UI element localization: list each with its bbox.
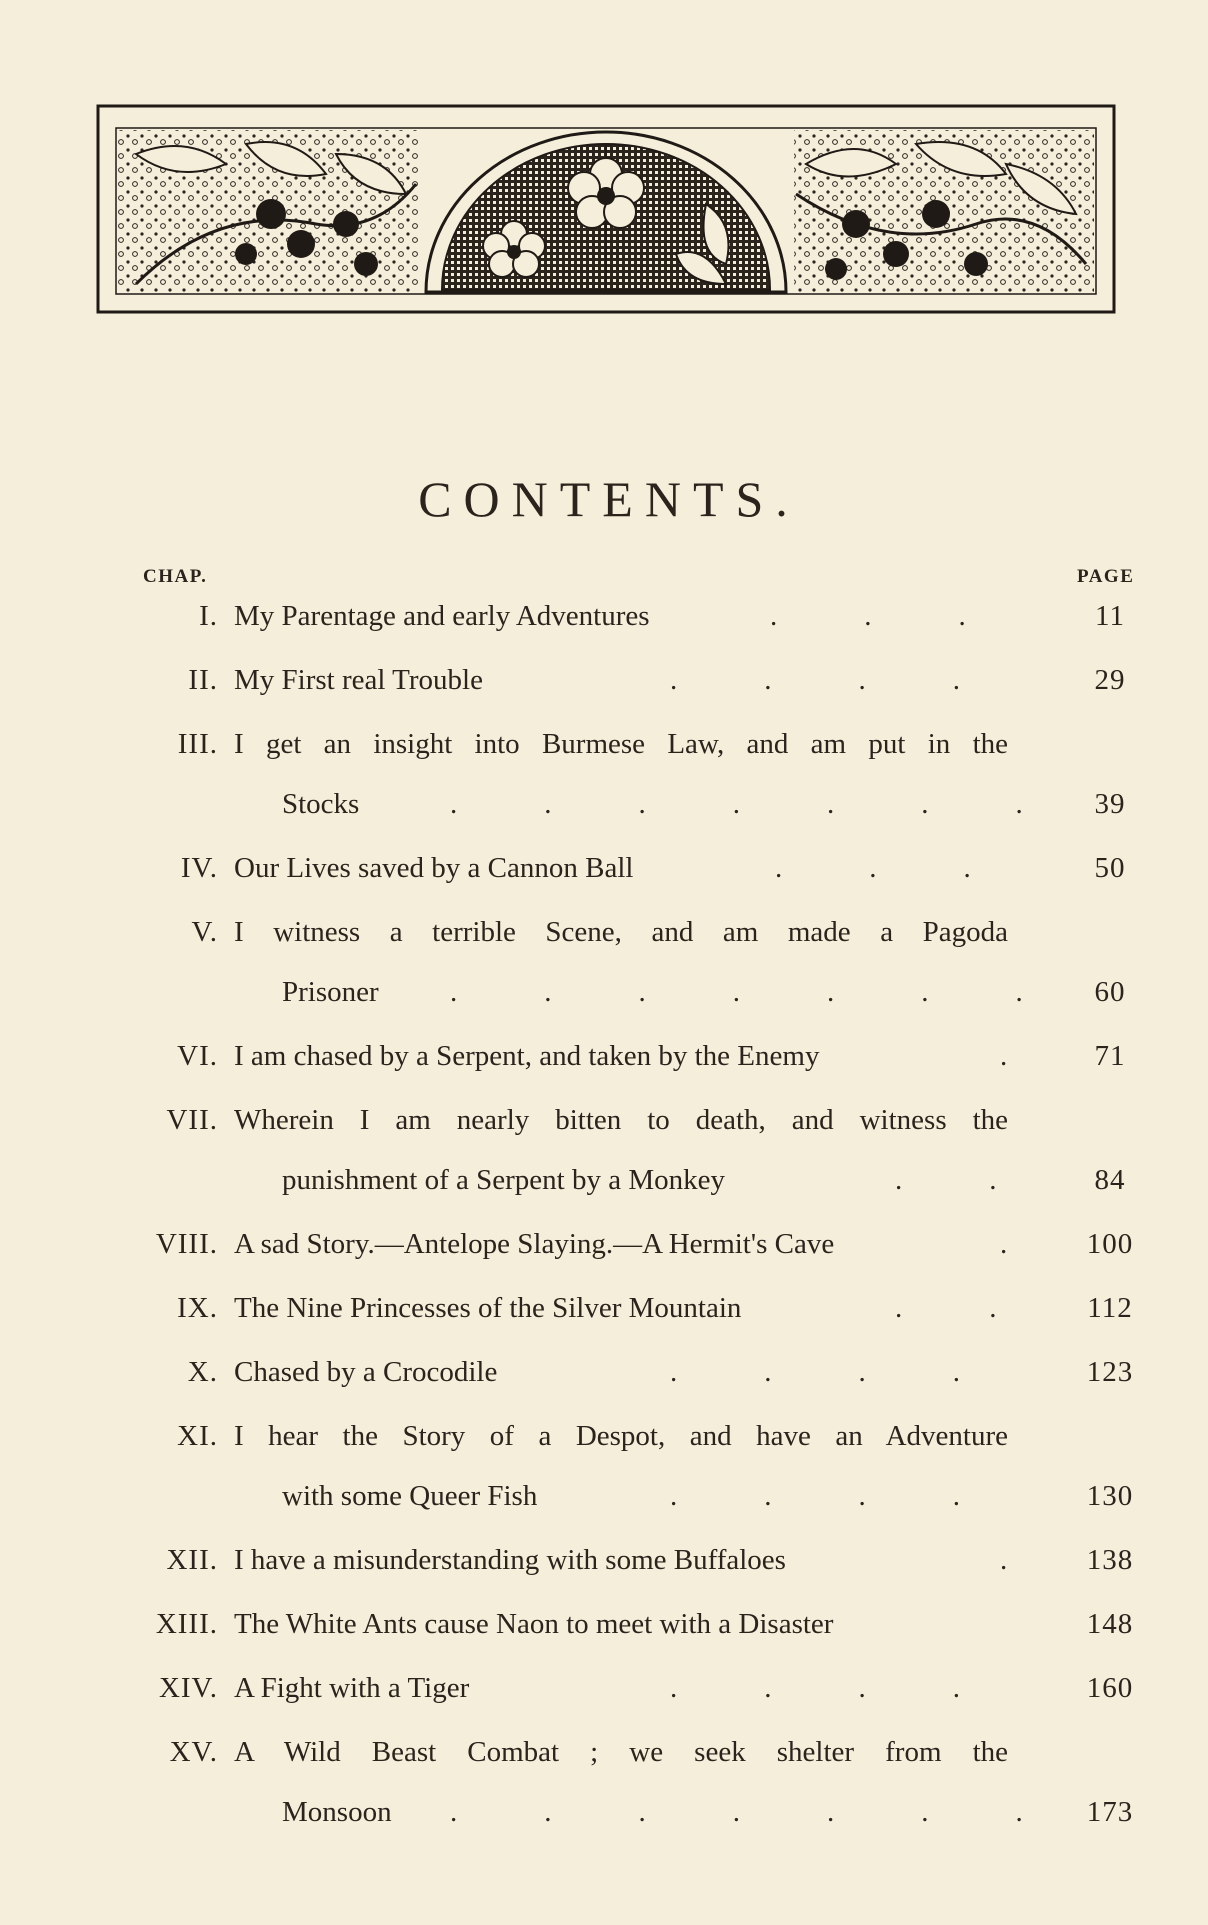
leader-dots: . — [1000, 1228, 1008, 1260]
chapter-title-continued: Monsoon — [282, 1796, 392, 1828]
chapter-title: A sad Story.—Antelope Slaying.—A Hermit's Cave — [234, 1228, 835, 1260]
chapter-title: The Nine Princesses of the Silver Mountain — [234, 1292, 742, 1324]
toc-entry — [0, 728, 1208, 778]
chapter-title: Our Lives saved by a Cannon Ball — [234, 852, 634, 884]
page-number: 123 — [1086, 1356, 1134, 1388]
leader-dots: . . . . — [670, 1672, 960, 1704]
page-number: 29 — [1094, 664, 1126, 696]
chapter-number: V. — [191, 916, 218, 948]
leader-dots: . . . . — [670, 664, 960, 696]
leader-dots: . . . . — [670, 1480, 960, 1512]
leader-dots: . . . . . . . — [450, 1796, 1023, 1828]
chapter-title: The White Ants cause Naon to meet with a Disaster — [234, 1608, 834, 1640]
toc-entry-continuation — [0, 1480, 1208, 1530]
page-number: 100 — [1086, 1228, 1134, 1260]
floral-headpiece-ornament — [96, 104, 1116, 314]
chapter-title: I get an insight into Burmese Law, and am put in the — [234, 728, 1008, 760]
contents-heading: CONTENTS. — [418, 471, 800, 527]
chapter-number: III. — [177, 728, 218, 760]
toc-entry — [0, 1356, 1208, 1406]
page-number: 84 — [1094, 1164, 1126, 1196]
toc-entry-continuation — [0, 1796, 1208, 1846]
toc-entry — [0, 1544, 1208, 1594]
chapter-title: I have a misunderstanding with some Buffaloes — [234, 1544, 786, 1576]
page-number: 148 — [1086, 1608, 1134, 1640]
leader-dots: . . . — [775, 852, 971, 884]
page-column-header: PAGE — [1077, 566, 1135, 587]
toc-entry — [0, 600, 1208, 650]
leader-dots: . . . . — [670, 1356, 960, 1388]
chapter-title: I hear the Story of a Despot, and have an Adventure — [234, 1420, 1008, 1452]
page-number: 130 — [1086, 1480, 1134, 1512]
toc-entry — [0, 852, 1208, 902]
toc-entry — [0, 664, 1208, 714]
chapter-number: VIII. — [155, 1228, 218, 1260]
chap-column-header: CHAP. — [143, 566, 208, 587]
leader-dots: . — [1000, 1040, 1008, 1072]
toc-entry — [0, 1040, 1208, 1090]
page-number: 50 — [1094, 852, 1126, 884]
chapter-title-continued: punishment of a Serpent by a Monkey — [282, 1164, 725, 1196]
toc-entry — [0, 1672, 1208, 1722]
page-number: 60 — [1094, 976, 1126, 1008]
chapter-number: XIV. — [158, 1672, 218, 1704]
chapter-title-continued: with some Queer Fish — [282, 1480, 538, 1512]
toc-entry-continuation — [0, 1164, 1208, 1214]
chapter-number: I. — [199, 600, 218, 632]
chapter-number: XV. — [169, 1736, 218, 1768]
page-number: 11 — [1095, 600, 1125, 632]
chapter-number: II. — [188, 664, 218, 696]
toc-entry-continuation — [0, 788, 1208, 838]
chapter-title: Chased by a Crocodile — [234, 1356, 498, 1388]
toc-entry — [0, 1420, 1208, 1470]
page-number: 71 — [1094, 1040, 1126, 1072]
toc-entry — [0, 1104, 1208, 1154]
page-number: 138 — [1086, 1544, 1134, 1576]
chapter-number: IX. — [177, 1292, 218, 1324]
leader-dots: . — [1000, 1544, 1008, 1576]
chapter-number: IV. — [180, 852, 218, 884]
toc-entry — [0, 916, 1208, 966]
toc-entry-continuation — [0, 976, 1208, 1026]
chapter-title: A Fight with a Tiger — [234, 1672, 470, 1704]
chapter-number: VI. — [177, 1040, 218, 1072]
leader-dots: . . — [895, 1164, 997, 1196]
chapter-number: VII. — [166, 1104, 218, 1136]
chapter-title: A Wild Beast Combat ; we seek shelter from the — [234, 1736, 1008, 1768]
toc-entry — [0, 1292, 1208, 1342]
chapter-number: X. — [187, 1356, 218, 1388]
toc-entry — [0, 1608, 1208, 1658]
chapter-title: I witness a terrible Scene, and am made a Pagoda — [234, 916, 1008, 948]
chapter-title: My First real Trouble — [234, 664, 483, 696]
toc-entry — [0, 1228, 1208, 1278]
page-number: 112 — [1087, 1292, 1133, 1324]
leader-dots: . . — [895, 1292, 997, 1324]
leader-dots: . . . . . . . — [450, 788, 1023, 820]
leader-dots: . . . . . . . — [450, 976, 1023, 1008]
chapter-number: XII. — [166, 1544, 218, 1576]
chapter-title-continued: Prisoner — [282, 976, 379, 1008]
page-number: 160 — [1086, 1672, 1134, 1704]
chapter-title-continued: Stocks — [282, 788, 360, 820]
chapter-title: Wherein I am nearly bitten to death, and witness the — [234, 1104, 1008, 1136]
page-number: 173 — [1086, 1796, 1134, 1828]
chapter-number: XI. — [177, 1420, 218, 1452]
toc-entry — [0, 1736, 1208, 1786]
page-number: 39 — [1094, 788, 1126, 820]
leader-dots: . . . — [770, 600, 966, 632]
chapter-title: My Parentage and early Adventures — [234, 600, 650, 632]
chapter-title: I am chased by a Serpent, and taken by the Enemy — [234, 1040, 820, 1072]
chapter-number: XIII. — [155, 1608, 218, 1640]
